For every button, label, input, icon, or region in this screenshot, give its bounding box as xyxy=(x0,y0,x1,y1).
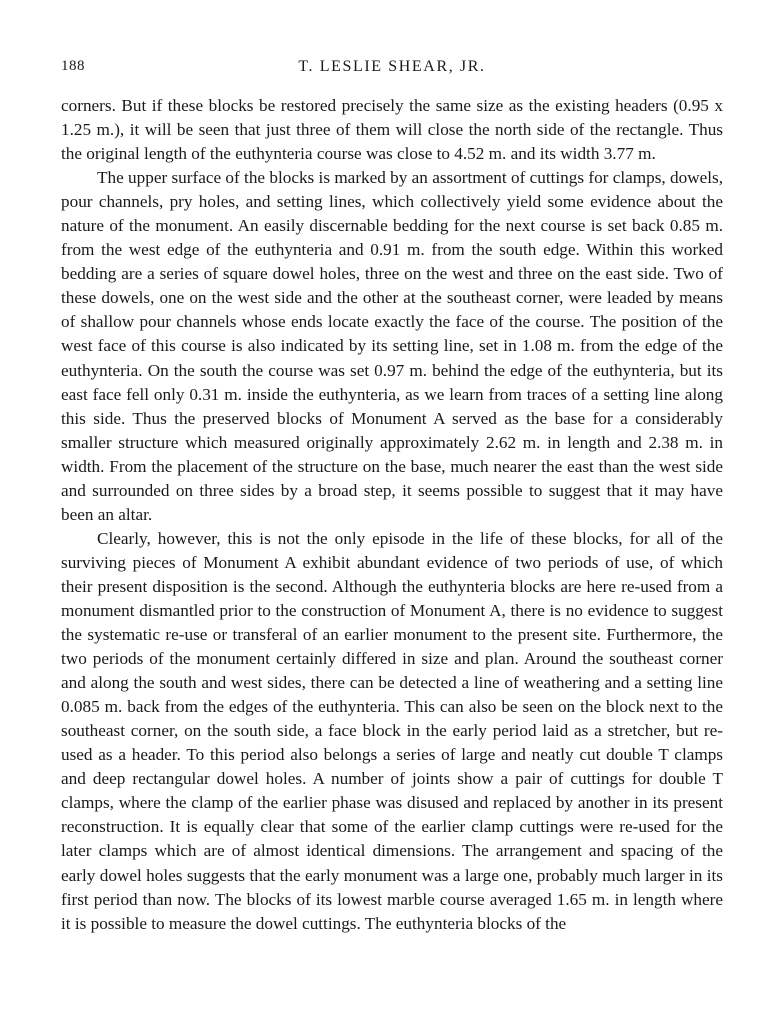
paragraph: The upper surface of the blocks is marked by an assortment of cuttings for clamps, dowels, pour channels, pry holes, and setting lines, which collectively yield some evidence about the nature of the monument. An easily discernable bedding for the next course is set back 0.85 m. from the west edge of the euthynteria and 0.91 m. from the south edge. Within this worked bedding are a series of square dowel holes, three on the west and three on the east side. Two of these dowels, one on the west side and the other at the southeast corner, were leaded by means of shallow pour channels whose ends locate exactly the face of the course. The position of the west face of this course is also indicated by its setting line, set in 1.08 m. from the edge of the euthynteria. On the south the course was set 0.97 m. behind the edge of the euthynteria, but its east face fell only 0.31 m. inside the euthynteria, as we learn from traces of a setting line along this side. Thus the preserved blocks of Monument A served as the base for a considerably smaller structure which measured originally approximately 2.62 m. in length and 2.38 m. in width. From the placement of the structure on the base, much nearer the east than the west side and surrounded on three sides by a broad step, it seems possible to suggest that it may have been an altar. xyxy=(61,168,723,524)
page-header xyxy=(61,58,723,80)
paragraph: Clearly, however, this is not the only episode in the life of these blocks, for all of the surviving pieces of Monument A exhibit abundant evidence of two periods of use, of which their present disposition is the second. Although the euthynteria blocks are here re-used from a monument dismantled prior to the construction of Monument A, there is no evidence to suggest the systematic re-use or transferal of an earlier monument to the present site. Furthermore, the two periods of the monument certainly differed in size and plan. Around the southeast corner and along the south and west sides, there can be detected a line of weathering and a setting line 0.085 m. back from the edges of the euthynteria. This can also be seen on the block next to the southeast corner, on the south side, a face block in the early period laid as a stretcher, but re-used as a header. To this period also belongs a series of large and neatly cut double T clamps and deep rectangular dowel holes. A number of joints show a pair of cuttings for double T clamps, where the clamp of the earlier phase was disused and replaced by another in its present reconstruction. It is equally clear that some of the earlier clamp cuttings were re-used for the later clamps which are of almost identical dimensions. The arrangement and spacing of the early dowel holes suggests that the early monument was a large one, probably much larger in its first period than now. The blocks of its lowest marble course averaged 1.65 m. in length where it is possible to measure the dowel cuttings. The euthynteria blocks of the xyxy=(61,528,723,933)
running-head: T. LESLIE SHEAR, JR. xyxy=(298,58,486,75)
paragraph-continued: corners. But if these blocks be restored precisely the same size as the existing headers (0.95 x 1.25 m.), it will be seen that just three of them will close the north side of the rectangle. Thus the original length of the euthynteria course was close to 4.52 m. and its width 3.77 m. xyxy=(61,96,723,164)
page-number: 188 xyxy=(61,58,85,74)
body-text xyxy=(61,94,723,936)
